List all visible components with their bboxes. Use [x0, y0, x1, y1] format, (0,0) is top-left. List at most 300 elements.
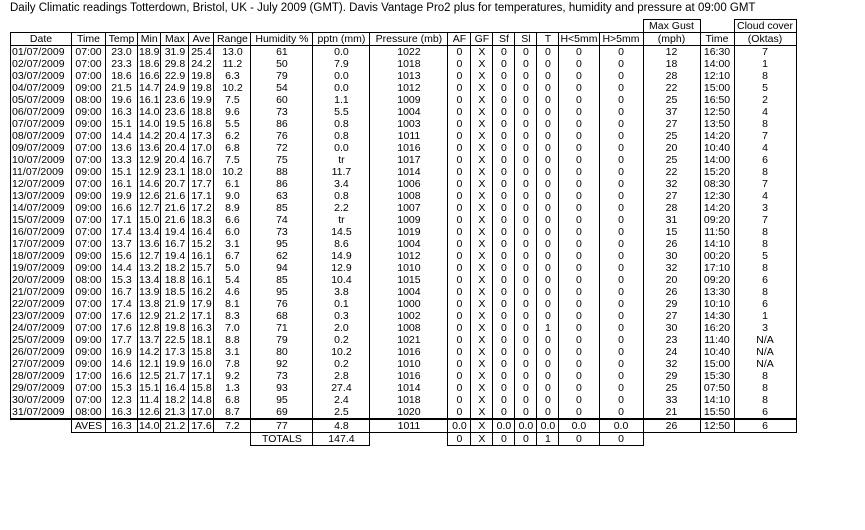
table-cell: 19.8	[189, 70, 214, 82]
table-row	[11, 286, 797, 298]
table-cell: X	[471, 370, 493, 382]
table-cell: 0.2	[313, 334, 370, 346]
table-cell: 0	[448, 250, 471, 262]
table-cell: 0.3	[313, 310, 370, 322]
table-cell: 0	[537, 130, 559, 142]
table-cell: 09:00	[72, 190, 106, 202]
table-cell: 7.0	[214, 322, 251, 334]
table-cell: 3.1	[214, 346, 251, 358]
table-cell: X	[471, 46, 493, 59]
table-cell: 0	[559, 358, 599, 370]
table-cell: 0	[599, 82, 643, 94]
table-cell: 08/07/2009	[11, 130, 72, 142]
table-cell: 0	[559, 118, 599, 130]
table-cell: tr	[313, 154, 370, 166]
table-cell: 6	[734, 406, 796, 419]
table-cell: 0	[493, 130, 515, 142]
table-cell: 8.6	[313, 238, 370, 250]
cloud-cover-header: Cloud cover	[734, 20, 796, 33]
table-cell: 17.6	[106, 322, 138, 334]
table-cell: 0.2	[313, 358, 370, 370]
table-cell: 0	[599, 334, 643, 346]
table-cell: 1010	[370, 358, 448, 370]
table-cell: 32	[643, 358, 700, 370]
table-cell: 18/07/2009	[11, 250, 72, 262]
table-cell: 8	[734, 262, 796, 274]
table-cell: 17.1	[189, 310, 214, 322]
table-cell: 0	[493, 190, 515, 202]
table-cell: 8	[734, 238, 796, 250]
table-cell: 6.8	[214, 394, 251, 406]
table-cell: 0	[537, 178, 559, 190]
column-header: Humidity %	[251, 33, 313, 46]
table-cell: 15.1	[106, 166, 138, 178]
column-header: Time	[72, 33, 106, 46]
table-cell: 18.3	[189, 214, 214, 226]
table-cell: 18.2	[161, 262, 189, 274]
table-cell: 19.8	[161, 322, 189, 334]
table-cell: 0	[448, 322, 471, 334]
table-cell: 1004	[370, 238, 448, 250]
table-cell: 16.2	[189, 286, 214, 298]
column-header: H>5mm	[599, 33, 643, 46]
table-cell: 1.1	[313, 94, 370, 106]
table-cell: 8	[734, 286, 796, 298]
table-cell: 0	[599, 70, 643, 82]
table-cell: 1	[537, 322, 559, 334]
table-cell: 1018	[370, 394, 448, 406]
table-cell: 0	[559, 286, 599, 298]
table-cell: 2	[734, 94, 796, 106]
table-cell: 09:00	[72, 106, 106, 118]
table-cell: 0	[448, 94, 471, 106]
table-cell: 1003	[370, 118, 448, 130]
table-cell: 0	[537, 370, 559, 382]
table-cell: 0	[559, 190, 599, 202]
table-cell: 21.6	[161, 214, 189, 226]
table-cell: 0	[515, 286, 537, 298]
table-cell: 1004	[370, 286, 448, 298]
table-cell: 30/07/2009	[11, 394, 72, 406]
table-cell: 0.8	[313, 190, 370, 202]
table-cell: 1004	[370, 106, 448, 118]
table-cell: 27	[643, 118, 700, 130]
table-cell: 14.0	[139, 106, 160, 118]
column-header: (mph)	[643, 33, 700, 46]
table-cell: 6.7	[214, 250, 251, 262]
table-cell: 5.4	[214, 274, 251, 286]
table-cell: 1013	[370, 70, 448, 82]
table-cell: 0	[599, 250, 643, 262]
table-cell: 0	[599, 322, 643, 334]
table-cell: 18.2	[161, 394, 189, 406]
table-cell: 0	[448, 82, 471, 94]
table-cell: 0	[448, 238, 471, 250]
table-cell: 0.0	[313, 82, 370, 94]
table-cell: X	[471, 94, 493, 106]
table-cell: X	[471, 310, 493, 322]
table-cell: 13.6	[139, 142, 160, 154]
table-cell: 0	[537, 106, 559, 118]
table-cell: 29.8	[161, 58, 189, 70]
table-cell: 0.1	[313, 298, 370, 310]
table-cell: X	[471, 106, 493, 118]
table-cell: 0.0	[313, 142, 370, 154]
table-cell: 13:50	[700, 118, 734, 130]
table-cell: 15.1	[106, 118, 138, 130]
table-cell: 0	[493, 154, 515, 166]
table-row	[11, 262, 797, 274]
table-cell: 0	[599, 154, 643, 166]
average-cell: 7.2	[214, 419, 251, 433]
table-cell: 16.4	[161, 382, 189, 394]
table-cell: 13.2	[139, 262, 160, 274]
table-cell: 07:00	[72, 226, 106, 238]
table-cell: 15.8	[189, 346, 214, 358]
table-cell: 80	[251, 346, 313, 358]
table-cell: 08:00	[72, 94, 106, 106]
column-header: Temp	[106, 33, 138, 46]
table-cell: 19.6	[106, 94, 138, 106]
table-cell: 16:30	[700, 46, 734, 59]
table-cell: 11.2	[214, 58, 251, 70]
table-cell: 1016	[370, 370, 448, 382]
table-cell: 14.4	[106, 130, 138, 142]
table-cell: 0	[599, 142, 643, 154]
table-cell: 17.1	[189, 190, 214, 202]
table-cell: 07:00	[72, 214, 106, 226]
table-cell: 6	[734, 274, 796, 286]
table-cell: X	[471, 58, 493, 70]
table-cell: 21.9	[161, 298, 189, 310]
table-row	[11, 190, 797, 202]
table-cell: 14.6	[106, 358, 138, 370]
table-cell: 07:50	[700, 382, 734, 394]
table-cell: 0	[448, 274, 471, 286]
table-cell: 0	[537, 394, 559, 406]
table-cell: 17:10	[700, 262, 734, 274]
average-cell: X	[471, 419, 493, 433]
table-cell: 0	[448, 358, 471, 370]
table-cell: N/A	[734, 334, 796, 346]
table-row	[11, 58, 797, 70]
table-cell: 15.3	[106, 382, 138, 394]
table-cell: 12.9	[139, 166, 160, 178]
average-cell: 12:50	[700, 419, 734, 433]
column-header-row	[11, 33, 797, 46]
table-cell: 14.8	[189, 394, 214, 406]
table-cell: 19.9	[189, 94, 214, 106]
table-cell: 18.6	[106, 70, 138, 82]
table-cell: 17.4	[106, 298, 138, 310]
table-cell: 60	[251, 94, 313, 106]
table-cell: 15/07/2009	[11, 214, 72, 226]
table-row	[11, 274, 797, 286]
table-cell: 16.3	[106, 406, 138, 419]
table-cell: 0	[448, 298, 471, 310]
table-cell: 23	[643, 334, 700, 346]
table-cell: 20.4	[161, 130, 189, 142]
table-cell: 0	[493, 94, 515, 106]
table-cell: 0	[515, 202, 537, 214]
table-cell: 14:30	[700, 310, 734, 322]
table-cell: 13:30	[700, 286, 734, 298]
table-cell: 0	[515, 154, 537, 166]
table-cell: 1008	[370, 322, 448, 334]
table-cell: 0	[493, 262, 515, 274]
table-cell: 0	[493, 250, 515, 262]
table-cell: 8	[734, 166, 796, 178]
table-cell: 86	[251, 118, 313, 130]
table-cell: 09:00	[72, 262, 106, 274]
total-cell: 0	[448, 433, 471, 446]
table-cell: 0	[599, 286, 643, 298]
table-cell: 4	[734, 106, 796, 118]
average-cell: 6	[734, 419, 796, 433]
table-row	[11, 382, 797, 394]
table-cell: 0	[537, 346, 559, 358]
table-cell: 31	[643, 214, 700, 226]
table-cell: 0	[493, 214, 515, 226]
table-cell: X	[471, 226, 493, 238]
table-cell: 1012	[370, 82, 448, 94]
table-cell: 0	[537, 406, 559, 419]
table-cell: 0	[559, 202, 599, 214]
table-cell: 0	[537, 82, 559, 94]
table-cell: 61	[251, 46, 313, 59]
table-cell: 12/07/2009	[11, 178, 72, 190]
table-cell: 26	[643, 238, 700, 250]
table-cell: 0	[493, 370, 515, 382]
super-header-row	[11, 20, 797, 33]
table-cell: 0	[448, 58, 471, 70]
table-cell: 19.8	[189, 82, 214, 94]
table-cell: 54	[251, 82, 313, 94]
table-cell: 0	[537, 214, 559, 226]
table-cell: 26/07/2009	[11, 346, 72, 358]
table-cell: 19.4	[161, 226, 189, 238]
table-cell: 00:20	[700, 250, 734, 262]
column-header: T	[537, 33, 559, 46]
table-cell: 0	[515, 358, 537, 370]
table-cell: 01/07/2009	[11, 46, 72, 59]
table-cell: 07:00	[72, 70, 106, 82]
table-cell: 0	[448, 190, 471, 202]
total-cell: 0	[599, 433, 643, 446]
table-cell: 0	[515, 274, 537, 286]
table-cell: 14:10	[700, 238, 734, 250]
table-cell: 0	[599, 106, 643, 118]
table-cell: 10.2	[214, 82, 251, 94]
table-cell: 09:20	[700, 274, 734, 286]
table-cell: 17.1	[106, 214, 138, 226]
table-cell: 24	[643, 346, 700, 358]
table-cell: 0	[493, 298, 515, 310]
table-cell: 0	[599, 274, 643, 286]
table-cell: 0	[599, 298, 643, 310]
table-cell: 0	[559, 250, 599, 262]
table-cell: 7.9	[313, 58, 370, 70]
table-cell: 07:00	[72, 58, 106, 70]
table-cell: 6.8	[214, 142, 251, 154]
table-cell: 1008	[370, 190, 448, 202]
table-cell: 0	[599, 58, 643, 70]
table-cell: 0	[599, 358, 643, 370]
table-cell: 6.0	[214, 226, 251, 238]
table-cell: 16.6	[106, 202, 138, 214]
table-cell: 1017	[370, 154, 448, 166]
table-cell: 29/07/2009	[11, 382, 72, 394]
table-cell: 05/07/2009	[11, 94, 72, 106]
table-cell: 29	[643, 298, 700, 310]
table-cell: X	[471, 382, 493, 394]
table-cell: 0	[515, 142, 537, 154]
table-cell: 3	[734, 322, 796, 334]
table-cell: 0	[515, 334, 537, 346]
table-cell: 07:00	[72, 322, 106, 334]
table-cell: 0	[493, 70, 515, 82]
table-cell: X	[471, 250, 493, 262]
table-cell: 85	[251, 274, 313, 286]
table-cell: X	[471, 118, 493, 130]
table-cell: 16.1	[139, 94, 160, 106]
table-cell: 0	[493, 46, 515, 59]
table-cell: 27.4	[313, 382, 370, 394]
table-cell: 12.5	[139, 370, 160, 382]
table-cell: 09:00	[72, 250, 106, 262]
table-cell: 0	[515, 226, 537, 238]
table-cell: 17.6	[106, 310, 138, 322]
table-cell: 0	[559, 106, 599, 118]
table-cell: 10.4	[313, 274, 370, 286]
table-cell: 4	[734, 190, 796, 202]
table-cell: 0	[559, 334, 599, 346]
table-cell: 16.1	[189, 250, 214, 262]
table-cell: 8.7	[214, 406, 251, 419]
table-cell: 1002	[370, 310, 448, 322]
average-cell: 0.0	[599, 419, 643, 433]
table-cell: 25/07/2009	[11, 334, 72, 346]
total-cell: 0	[493, 433, 515, 446]
table-cell: 26	[643, 286, 700, 298]
table-row	[11, 334, 797, 346]
table-cell: 31.9	[161, 46, 189, 59]
table-cell: 0	[537, 70, 559, 82]
table-cell: 1.3	[214, 382, 251, 394]
table-cell: 19.5	[161, 118, 189, 130]
table-cell: 93	[251, 382, 313, 394]
table-cell: 1	[734, 310, 796, 322]
table-cell: 14.9	[313, 250, 370, 262]
table-cell: 14.5	[313, 226, 370, 238]
table-cell: 8.8	[214, 334, 251, 346]
table-cell: 17.2	[189, 202, 214, 214]
table-cell: 0	[448, 262, 471, 274]
column-header: Max	[161, 33, 189, 46]
table-cell: 0	[599, 46, 643, 59]
table-cell: 0	[515, 394, 537, 406]
table-cell: 0	[448, 370, 471, 382]
table-cell: 0	[448, 346, 471, 358]
table-cell: 6.6	[214, 214, 251, 226]
table-cell: 5	[734, 82, 796, 94]
table-cell: 0	[493, 142, 515, 154]
table-cell: 09:00	[72, 358, 106, 370]
table-cell: 14:00	[700, 58, 734, 70]
table-cell: 0	[515, 106, 537, 118]
table-cell: 15.2	[189, 238, 214, 250]
total-cell: X	[471, 433, 493, 446]
table-cell: 6	[734, 298, 796, 310]
table-cell: 0	[515, 214, 537, 226]
table-cell: 92	[251, 358, 313, 370]
table-cell: 7	[734, 178, 796, 190]
table-cell: X	[471, 154, 493, 166]
table-cell: 23.6	[161, 94, 189, 106]
table-cell: 1012	[370, 250, 448, 262]
table-cell: 6	[734, 154, 796, 166]
table-cell: 28	[643, 202, 700, 214]
table-cell: 7.5	[214, 154, 251, 166]
table-cell: 6.3	[214, 70, 251, 82]
table-cell: 0	[537, 226, 559, 238]
table-cell: 0	[515, 178, 537, 190]
table-row	[11, 178, 797, 190]
average-cell: 16.3	[106, 419, 138, 433]
table-cell: 20	[643, 142, 700, 154]
table-cell: 22	[643, 82, 700, 94]
column-header: Ave	[189, 33, 214, 46]
table-cell: 0	[559, 238, 599, 250]
column-header: (Oktas)	[734, 33, 796, 46]
table-cell: 0	[493, 106, 515, 118]
table-cell: 13.6	[139, 238, 160, 250]
table-cell: 0	[537, 358, 559, 370]
table-cell: 7	[734, 130, 796, 142]
table-cell: 25	[643, 382, 700, 394]
table-cell: 15:20	[700, 166, 734, 178]
table-cell: 0	[537, 166, 559, 178]
table-cell: 19.9	[106, 190, 138, 202]
table-row	[11, 226, 797, 238]
table-cell: 17.1	[189, 370, 214, 382]
table-cell: 0	[559, 214, 599, 226]
table-cell: 14.6	[139, 178, 160, 190]
table-row	[11, 70, 797, 82]
blank-cell	[106, 433, 138, 446]
max-gust-header: Max Gust	[643, 20, 700, 33]
table-cell: 22/07/2009	[11, 298, 72, 310]
table-cell: 17.7	[189, 178, 214, 190]
column-header: Time	[700, 33, 734, 46]
table-cell: 0	[599, 118, 643, 130]
table-cell: 28	[643, 70, 700, 82]
table-cell: N/A	[734, 358, 796, 370]
table-cell: 8	[734, 394, 796, 406]
table-cell: 13.3	[106, 154, 138, 166]
table-cell: 07:00	[72, 310, 106, 322]
averages-row	[11, 419, 797, 433]
table-cell: 09:00	[72, 82, 106, 94]
table-cell: 0	[559, 142, 599, 154]
table-cell: 32	[643, 178, 700, 190]
table-cell: 0	[559, 370, 599, 382]
table-row	[11, 322, 797, 334]
table-cell: 0	[493, 166, 515, 178]
table-cell: 8.9	[214, 202, 251, 214]
table-cell: 76	[251, 298, 313, 310]
table-cell: 0	[599, 190, 643, 202]
